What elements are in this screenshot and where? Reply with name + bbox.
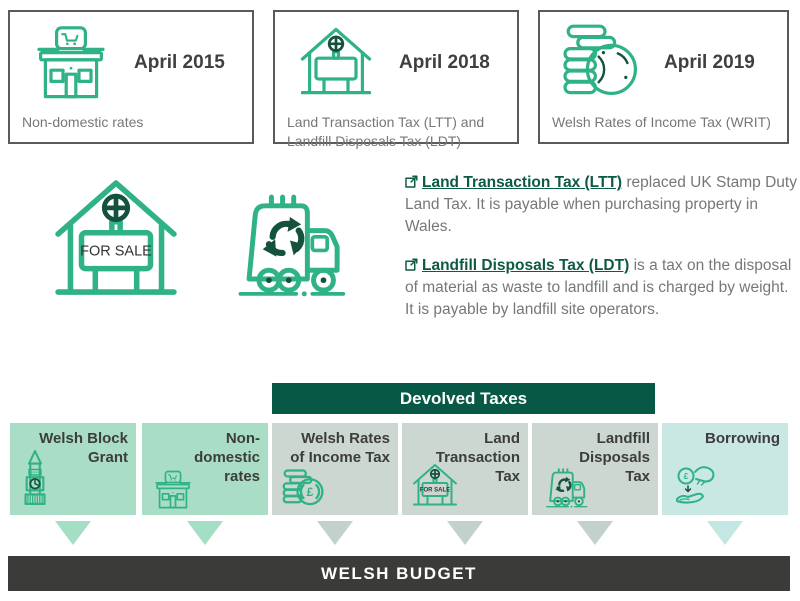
card-description: Non-domestic rates: [22, 114, 144, 130]
flow-column-landfill-disposals-tax: [532, 423, 658, 515]
ldt-link[interactable]: Landfill Disposals Tax (LDT): [422, 257, 630, 274]
house-for-sale-icon: [45, 172, 187, 310]
card-date: April 2015: [134, 52, 225, 73]
external-link-icon: [405, 258, 418, 271]
card-description: Welsh Rates of Income Tax (WRIT): [552, 114, 771, 130]
flow-column-welsh-rates-income-tax: [272, 423, 398, 515]
welsh-budget-bar: WELSH BUDGET: [8, 556, 790, 591]
card-description: Land Transaction Tax (LTT) and Landfill Disposals Tax (LDT): [287, 114, 485, 149]
ltt-paragraph: [405, 172, 797, 238]
coins-icon: [552, 23, 650, 103]
ltt-link[interactable]: Land Transaction Tax (LTT): [422, 174, 623, 191]
devolved-taxes-header: Devolved Taxes: [272, 383, 655, 414]
pound-symbol: £: [683, 472, 689, 481]
big-ben-icon: [16, 447, 54, 511]
house-for-sale-icon: [408, 461, 462, 511]
flow-arrow: [317, 521, 353, 545]
column-label: Welsh Rates of Income Tax: [290, 430, 390, 466]
timeline-card-2019: [538, 10, 789, 144]
flow-arrow: [447, 521, 483, 545]
hand-coin-icon: [668, 461, 722, 511]
for-sale-sign-label: FOR SALE: [419, 487, 451, 494]
timeline-card-2015: [8, 10, 254, 144]
column-label: Welsh Block Grant: [39, 430, 128, 466]
card-date: April 2018: [399, 52, 490, 73]
column-label: Land Transaction Tax: [435, 430, 520, 485]
flow-column-borrowing: [662, 423, 788, 515]
flow-column-welsh-block-grant: [10, 423, 136, 515]
timeline-card-2018: [273, 10, 519, 149]
shop-icon: [148, 469, 198, 511]
flow-arrow: [577, 521, 613, 545]
shop-icon: [22, 23, 120, 103]
flow-column-non-domestic-rates: [142, 423, 268, 515]
flow-arrow: [707, 521, 743, 545]
pound-symbol: £: [306, 484, 314, 499]
flow-arrow: [55, 521, 91, 545]
house-for-sale-icon: [287, 23, 385, 103]
ldt-paragraph: [405, 255, 797, 321]
for-sale-sign-label: FOR SALE: [80, 243, 152, 260]
column-label: Landfill Disposals Tax: [579, 430, 650, 485]
recycling-truck-icon: [220, 181, 360, 305]
card-date: April 2019: [664, 52, 755, 73]
coins-pound-icon: [278, 465, 330, 511]
flow-column-land-transaction-tax: [402, 423, 528, 515]
column-label: Non-domestic rates: [194, 430, 260, 485]
ltt-body-text: replaced UK Stamp Duty Land Tax. It is payable when purchasing property in Wales.: [405, 174, 797, 235]
tax-info-text: [405, 172, 797, 338]
column-label: Borrowing: [705, 430, 780, 447]
recycling-truck-icon: [538, 463, 594, 511]
flow-arrow: [187, 521, 223, 545]
external-link-icon: [405, 175, 418, 188]
ldt-body-text: is a tax on the disposal of material as waste to landfill and is charged by weight. It is payable by landfill site operators.: [405, 257, 792, 318]
